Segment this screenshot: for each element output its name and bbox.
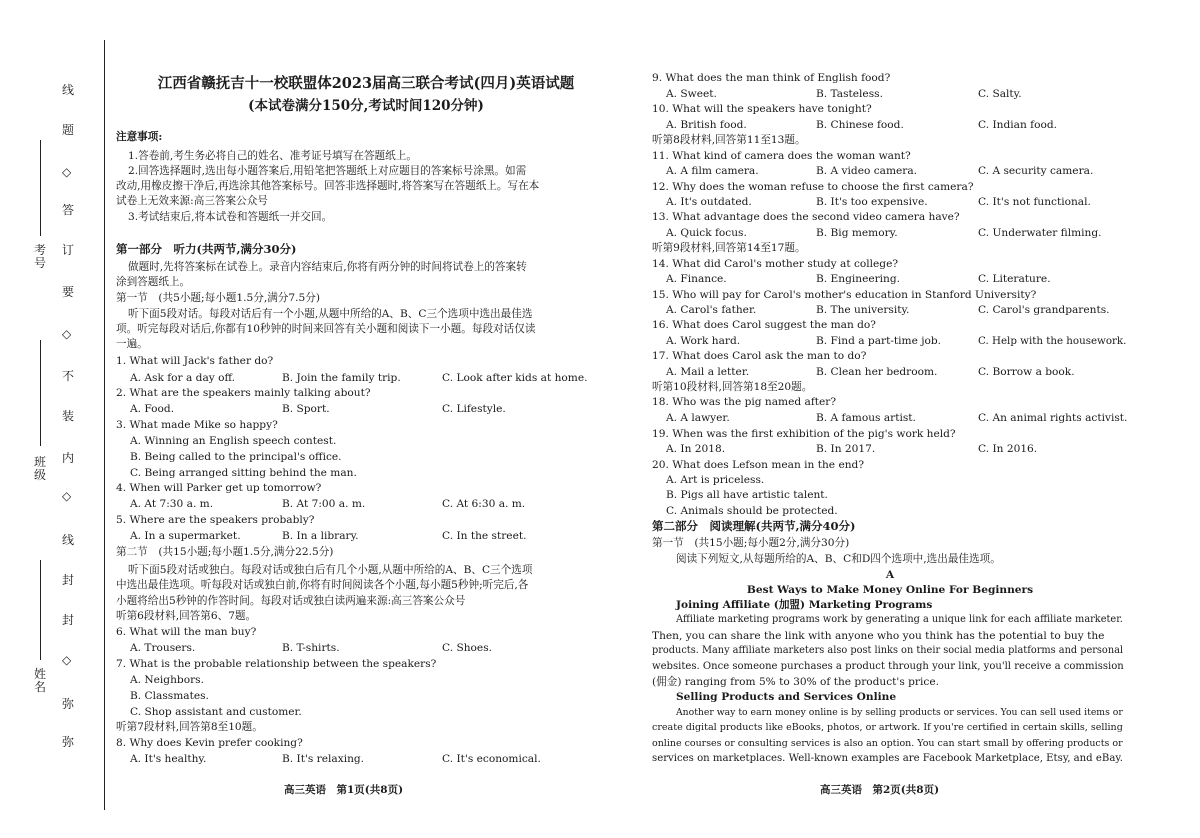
material-heading: 听第10段材料,回答第18至20题。 xyxy=(652,381,813,393)
option: B. Chinese food. xyxy=(816,119,904,131)
exam-title: 江西省赣抚吉十一校联盟体2023届高三联合考试(四月)英语试题 xyxy=(157,75,575,92)
question: 8. Why does Kevin prefer cooking? xyxy=(116,737,303,749)
page-footer: 高三英语 第1页(共8页) xyxy=(284,784,404,796)
subsection-heading: 第一节 (共5小题;每小题1.5分,满分7.5分) xyxy=(116,292,320,304)
option: C. Underwater filming. xyxy=(978,227,1102,239)
question: 11. What kind of camera does the woman want? xyxy=(652,150,911,162)
option: C. Being arranged sitting behind the man. xyxy=(130,467,357,479)
notice-item: 2.回答选择题时,选出每小题答案后,用铅笔把答题纸上对应题目的答案标号涂黑。如需 xyxy=(128,165,527,177)
option: A. It's healthy. xyxy=(130,753,207,765)
instruction-text: 中选出最佳选项。听每段对话或独白前,你将有时间阅读各个小题,每小题5秒钟;听完后,各 xyxy=(116,579,529,591)
seal-char: 弥 xyxy=(62,735,75,749)
option: C. Animals should be protected. xyxy=(666,505,838,517)
option: C. At 6:30 a. m. xyxy=(442,498,526,510)
option: C. Literature. xyxy=(978,273,1051,285)
seal-char: 弥 xyxy=(62,697,75,711)
option: A. Art is priceless. xyxy=(666,474,765,486)
option: B. At 7:00 a. m. xyxy=(282,498,366,510)
option: B. A famous artist. xyxy=(816,412,916,424)
seal-char: 要 xyxy=(62,285,75,299)
seal-char: 封 xyxy=(62,573,75,587)
option: C. Shoes. xyxy=(442,642,492,654)
exam-subtitle: (本试卷满分150分,考试时间120分钟) xyxy=(248,98,484,114)
instruction-text: 小题将给出5秒钟的作答时间。每段对话或独白读两遍来源:高三答案公众号 xyxy=(116,595,466,607)
question: 1. What will Jack's father do? xyxy=(116,355,274,367)
option: A. Carol's father. xyxy=(666,304,757,316)
passage-text: services on marketplaces. Well-known examples are Facebook Marketplace, Etsy, and eBay. xyxy=(652,753,1123,764)
seal-char: ◇ xyxy=(62,489,72,503)
seal-char: 答 xyxy=(62,203,75,217)
option: B. In a library. xyxy=(282,530,359,542)
question: 19. When was the first exhibition of the pig's work held? xyxy=(652,428,956,440)
option: A. Quick focus. xyxy=(666,227,747,239)
passage-text: Then, you can share the link with anyone who you think has the potential to buy the xyxy=(652,630,1105,642)
passage-text: websites. Once someone purchases a product through your link, you'll receive a commission xyxy=(652,661,1124,672)
option: C. In the street. xyxy=(442,530,527,542)
seal-char: 线 xyxy=(62,533,75,547)
seal-char: 装 xyxy=(62,409,75,423)
exam-number-label: 考号 xyxy=(33,243,46,270)
notice-item: 改动,用橡皮擦干净后,再选涂其他答案标号。回答非选择题时,将答案写在答题纸上。写在本 xyxy=(116,180,540,192)
option: B. Clean her bedroom. xyxy=(816,366,938,378)
passage-heading: Joining Affiliate (加盟) Marketing Programs xyxy=(676,599,933,611)
option: B. Join the family trip. xyxy=(282,372,401,384)
question: 14. What did Carol's mother study at college? xyxy=(652,258,899,270)
notice-item: 3.考试结束后,将本试卷和答题纸一并交回。 xyxy=(128,211,333,223)
question: 5. Where are the speakers probably? xyxy=(116,514,315,526)
instruction-text: 做题时,先将答案标在试卷上。录音内容结束后,你将有两分钟的时间将试卷上的答案转 xyxy=(128,261,527,273)
option: C. Lifestyle. xyxy=(442,403,506,415)
option: B. T-shirts. xyxy=(282,642,340,654)
option: B. It's relaxing. xyxy=(282,753,365,765)
option: B. Tasteless. xyxy=(816,88,883,100)
passage-text: Another way to earn money online is by selling products or services. You can sell used items or xyxy=(676,707,1123,718)
option: A. At 7:30 a. m. xyxy=(130,498,214,510)
option: A. It's outdated. xyxy=(666,196,752,208)
option: B. Being called to the principal's office. xyxy=(130,451,342,463)
seal-char: 内 xyxy=(62,451,75,465)
option: C. Carol's grandparents. xyxy=(978,304,1110,316)
option: A. Mail a letter. xyxy=(666,366,750,378)
notice-item: 试卷上无效来源:高三答案公众号 xyxy=(116,195,268,207)
material-heading: 听第9段材料,回答第14至17题。 xyxy=(652,242,806,254)
material-heading: 听第7段材料,回答第8至10题。 xyxy=(116,721,263,733)
option: B. The university. xyxy=(816,304,910,316)
seal-char: 封 xyxy=(62,613,75,627)
instruction-text: 一遍。 xyxy=(116,338,148,350)
option: C. An animal rights activist. xyxy=(978,412,1128,424)
question: 20. What does Lefson mean in the end? xyxy=(652,459,864,471)
option: A. Ask for a day off. xyxy=(130,372,236,384)
option: A. Sweet. xyxy=(666,88,717,100)
option: A. Finance. xyxy=(666,273,727,285)
section-heading: 第二部分 阅读理解(共两节,满分40分) xyxy=(652,519,856,533)
option: A. Neighbors. xyxy=(130,674,204,686)
question: 10. What will the speakers have tonight? xyxy=(652,103,872,115)
option: A. Trousers. xyxy=(130,642,196,654)
material-heading: 听第6段材料,回答第6、7题。 xyxy=(116,610,257,622)
option: B. Big memory. xyxy=(816,227,898,239)
option: A. A lawyer. xyxy=(666,412,730,424)
option: C. A security camera. xyxy=(978,165,1094,177)
question: 9. What does the man think of English food? xyxy=(652,72,891,84)
option: C. It's economical. xyxy=(442,753,541,765)
option: B. A video camera. xyxy=(816,165,918,177)
passage-text: online courses or consulting services is also an option. You can start small by offering products or xyxy=(652,738,1123,749)
question: 16. What does Carol suggest the man do? xyxy=(652,319,876,331)
option: C. Borrow a book. xyxy=(978,366,1075,378)
option: C. Help with the housework. xyxy=(978,335,1127,347)
question: 2. What are the speakers mainly talking about? xyxy=(116,387,371,399)
option: B. Pigs all have artistic talent. xyxy=(666,489,828,501)
question: 3. What made Mike so happy? xyxy=(116,419,278,431)
question: 4. When will Parker get up tomorrow? xyxy=(116,482,322,494)
passage-heading: Selling Products and Services Online xyxy=(676,691,897,703)
seal-char: 不 xyxy=(62,369,75,383)
exam-number-line xyxy=(40,140,41,236)
name-label: 姓名 xyxy=(33,667,46,694)
seal-char: ◇ xyxy=(62,653,72,667)
question: 15. Who will pay for Carol's mother's education in Stanford University? xyxy=(652,289,1037,301)
option: B. It's too expensive. xyxy=(816,196,928,208)
option: C. Shop assistant and customer. xyxy=(130,706,302,718)
seal-char: 题 xyxy=(62,123,75,137)
option: A. A film camera. xyxy=(666,165,759,177)
question: 6. What will the man buy? xyxy=(116,626,257,638)
option: C. Indian food. xyxy=(978,119,1057,131)
seal-char: 订 xyxy=(62,243,75,257)
passage-label: A xyxy=(885,569,895,581)
binding-margin xyxy=(0,0,112,838)
instruction-text: 听下面5段对话。每段对话后有一个小题,从题中所给的A、B、C三个选项中选出最佳选 xyxy=(128,308,533,320)
option: B. Engineering. xyxy=(816,273,901,285)
passage-text: Affiliate marketing programs work by generating a unique link for each affiliate marketer. xyxy=(676,614,1123,625)
instruction-text: 项。听完每段对话后,你都有10秒钟的时间来回答有关小题和阅读下一小题。每段对话仅读 xyxy=(116,323,536,335)
instruction-text: 涂到答题纸上。 xyxy=(116,276,191,288)
subsection-heading: 第二节 (共15小题;每小题1.5分,满分22.5分) xyxy=(116,546,334,558)
subsection-heading: 第一节 (共15小题;每小题2分,满分30分) xyxy=(652,537,850,549)
instruction-text: 听下面5段对话或独白。每段对话或独白后有几个小题,从题中所给的A、B、C三个选项 xyxy=(128,564,533,576)
question: 13. What advantage does the second video camera have? xyxy=(652,211,960,223)
page-footer: 高三英语 第2页(共8页) xyxy=(820,784,940,796)
name-line xyxy=(40,560,41,660)
option: A. Winning an English speech contest. xyxy=(130,435,337,447)
option: B. Classmates. xyxy=(130,690,209,702)
seal-char: ◇ xyxy=(62,327,72,341)
option: C. It's not functional. xyxy=(978,196,1091,208)
option: B. Sport. xyxy=(282,403,330,415)
passage-text: products. Many affiliate marketers also post links on their social media platforms and personal xyxy=(652,645,1124,656)
question: 12. Why does the woman refuse to choose the first camera? xyxy=(652,181,974,193)
material-heading: 听第8段材料,回答第11至13题。 xyxy=(652,134,806,146)
option: B. Find a part-time job. xyxy=(816,335,942,347)
class-label: 班级 xyxy=(33,455,46,482)
notice-item: 1.答卷前,考生务必将自己的姓名、准考证号填写在答题纸上。 xyxy=(128,150,417,162)
passage-text: (佣金) ranging from 5% to 30% of the product's price. xyxy=(652,676,939,688)
option: A. British food. xyxy=(666,119,747,131)
notice-heading: 注意事项: xyxy=(116,131,163,143)
class-line xyxy=(40,340,41,446)
option: A. In 2018. xyxy=(666,443,726,455)
section-heading: 第一部分 听力(共两节,满分30分) xyxy=(116,242,297,256)
option: C. In 2016. xyxy=(978,443,1038,455)
option: B. In 2017. xyxy=(816,443,876,455)
seal-line xyxy=(104,40,105,810)
question: 17. What does Carol ask the man to do? xyxy=(652,350,867,362)
question: 18. Who was the pig named after? xyxy=(652,396,837,408)
option: C. Look after kids at home. xyxy=(442,372,588,384)
option: A. In a supermarket. xyxy=(130,530,241,542)
seal-char: ◇ xyxy=(62,165,72,179)
option: A. Work hard. xyxy=(666,335,741,347)
option: A. Food. xyxy=(130,403,175,415)
option: C. Salty. xyxy=(978,88,1022,100)
instruction-text: 阅读下列短文,从每题所给的A、B、C和D四个选项中,选出最佳选项。 xyxy=(676,553,1001,565)
seal-char: 线 xyxy=(62,83,75,97)
question: 7. What is the probable relationship between the speakers? xyxy=(116,658,437,670)
passage-title: Best Ways to Make Money Online For Beginners xyxy=(746,584,1034,596)
passage-text: create digital products like eBooks, photos, or artwork. If you're certified in certain skills, selling xyxy=(652,722,1123,733)
